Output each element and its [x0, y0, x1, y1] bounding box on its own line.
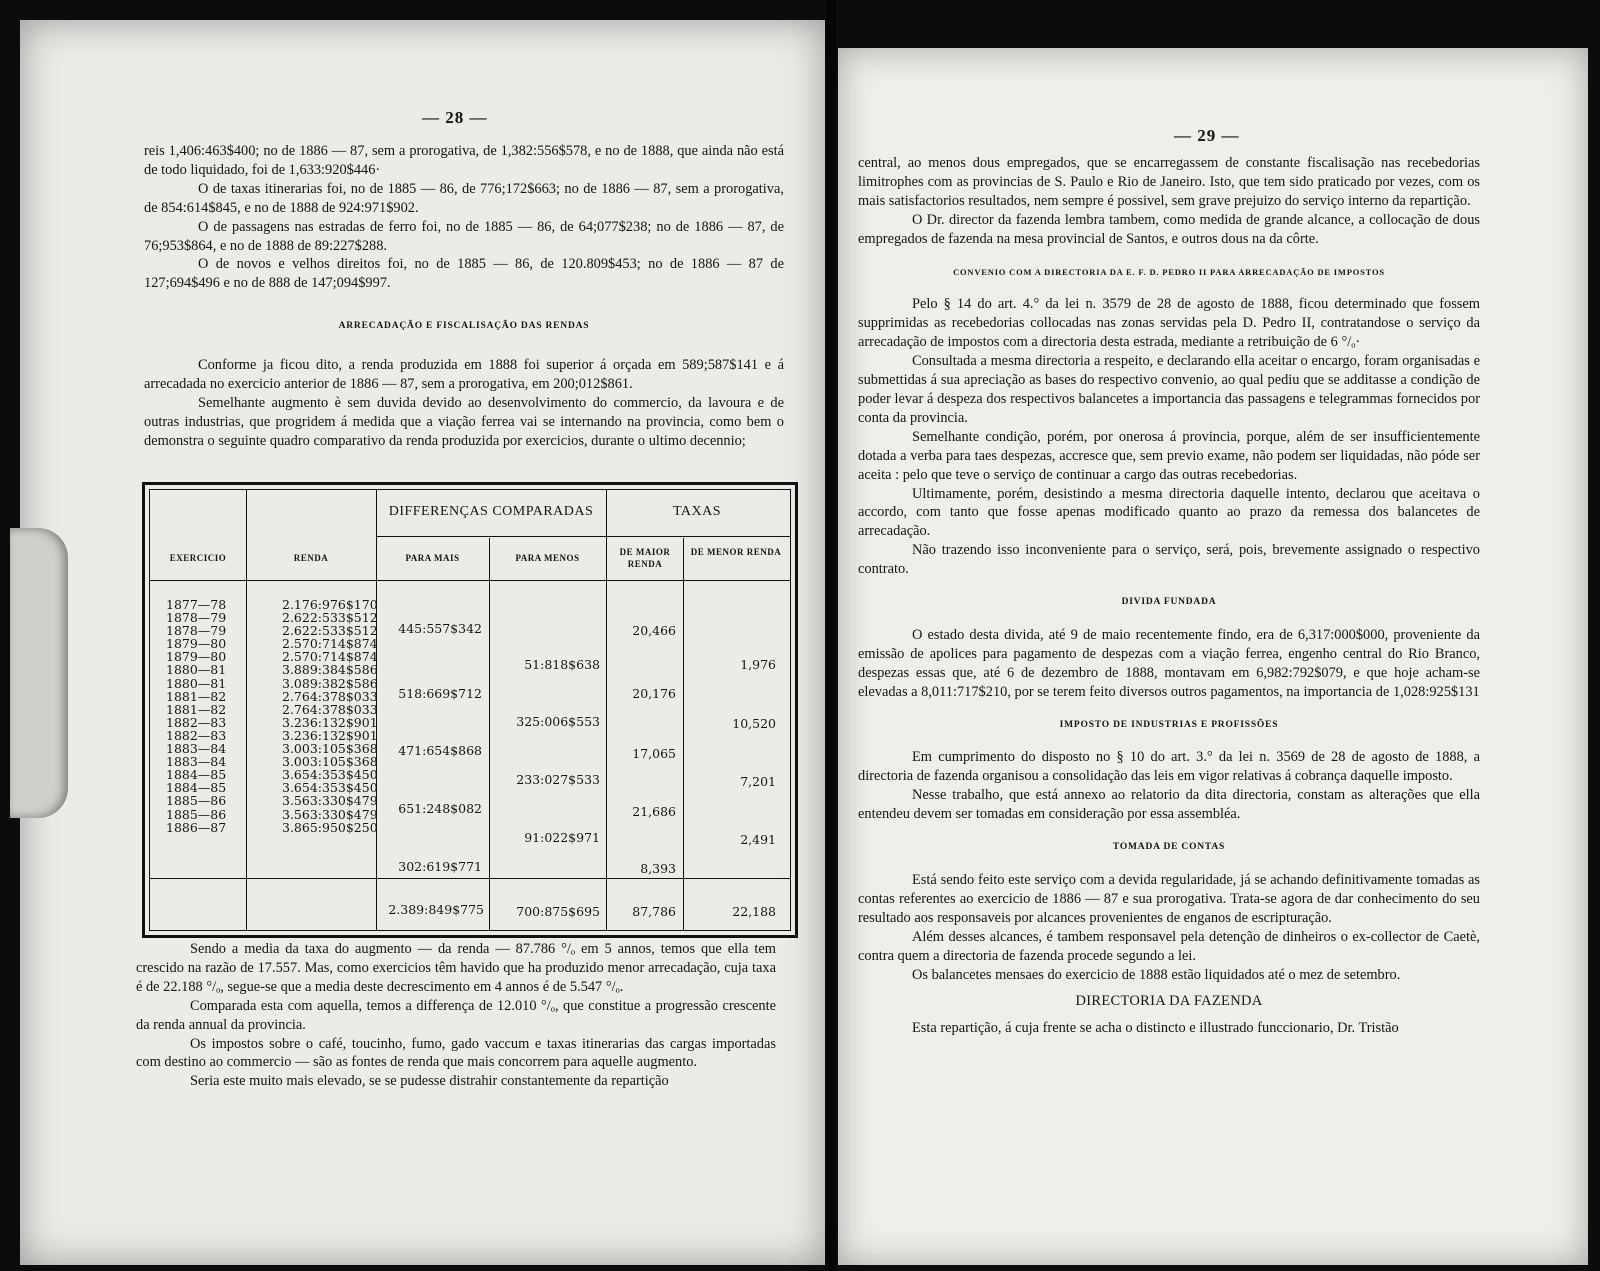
section-heading: DIVIDA FUNDADA [1121, 597, 1217, 608]
para-mais-cell: 471:654$868 [398, 743, 482, 758]
table-divider [376, 536, 790, 537]
exercicio-cell: 1880—81 [166, 662, 227, 678]
section-heading: ARRECADAÇÃO E FISCALISAÇÃO DAS RENDAS [338, 321, 590, 332]
renda-cell: 2.622:533$512 [282, 623, 378, 639]
renda-cell: 2.764:378$033 [282, 701, 378, 717]
paragraph: O de taxas itinerarias foi, no de 1885 — 86, de 776;172$663; no de 1886 — 87, sem a prorogativa, de 854:614$845, e no de 1888 de 924:971$902. [144, 180, 784, 216]
section-heading: DIRECTORIA DA FAZENDA [1075, 993, 1263, 1010]
para-mais-cell: 518:669$712 [398, 686, 482, 701]
renda-cell: 3.003:105$368 [282, 754, 378, 770]
renda-cell: 3.865:950$250 [282, 819, 378, 835]
renda-cell: 3.563:330$479 [282, 793, 378, 809]
paragraph: Consultada a mesma directoria a respeito, e declarando ella aceitar o encargo, foram organisadas e submettidas á sua apreciação as bases do respectivo convenio, ao qual pediu que se additasse a condição de poder levar á despeza dos respectivos balancetes a importancia das passagens e telegrammas fornecidos por conta da provincia. [858, 353, 1480, 426]
table-divider [683, 538, 684, 930]
header-exercicio: EXERCICIO [169, 553, 227, 563]
right-page [838, 48, 1588, 1265]
page-number: — 29 — [1174, 126, 1240, 145]
table-divider [150, 580, 790, 581]
exercicio-cell: 1883—84 [166, 741, 227, 757]
exercicio-cell: 1882—83 [166, 714, 227, 730]
exercicio-cell: 1885—86 [166, 793, 227, 809]
exercicio-cell: 1880—81 [166, 675, 227, 691]
text-block-bottom [136, 940, 776, 1091]
renda-cell: 3.003:105$368 [282, 741, 378, 757]
table-divider [489, 538, 490, 930]
total-para-menos: 700:875$695 [516, 904, 600, 919]
paragraph: Ultimamente, porém, desistindo a mesma directoria daquelle intento, declarou que aceitava o accordo, com tanto que fosse apenas modificado quanto ao prazo da remessa dos balancetes de arrecadação. [858, 485, 1480, 540]
paragraph: Comparada esta com aquella, temos a differença de 12.010 °/ₒ, que constitue a progressão crescente da renda annual da provincia. [136, 997, 776, 1033]
header-para-menos: PARA MENOS [515, 553, 580, 563]
table-divider [606, 490, 607, 930]
header-diferencas: DIFFERENÇAS COMPARADAS [388, 504, 594, 519]
para-menos-cell: 325:006$553 [516, 714, 600, 729]
section-heading: CONVENIO COM A DIRECTORIA DA E. F. D. PEDRO II PARA ARRECADAÇÃO DE IMPOSTOS [953, 266, 1385, 277]
paragraph: Conforme ja ficou dito, a renda produzida em 1888 foi superior á orçada em 589;587$141 e á arrecadada no exercicio anterior de 1886 — 87, sem a prorogativa, em 200;012$861. [144, 357, 784, 393]
paragraph: Está sendo feito este serviço com a devida regularidade, já se achando definitivamente tomadas as contas referentes ao exercicio de 1886 — 87 e sua prorogativa. Trata-se agora de dar conhecimento do seu resultado aos responsaveis por alcances provenientes de enganos de escripturação. [858, 872, 1480, 926]
renda-cell: 2.176:976$170 [282, 597, 378, 612]
paragraph: Os impostos sobre o café, toucinho, fumo, gado vaccum e taxas itinerarias das cargas importadas com destino ao commercio — são as fontes de renda que mais concorrem para aquelle augmento. [136, 1035, 776, 1071]
renda-cell: 2.622:533$512 [282, 610, 378, 626]
de-menor-renda-cell: 10,520 [732, 716, 776, 731]
header-de-menor-renda: DE MENOR RENDA [690, 547, 782, 557]
de-menor-renda-cell: 7,201 [740, 774, 776, 789]
renda-column [282, 597, 378, 835]
exercicio-cell: 1884—85 [166, 780, 227, 796]
paragraph: Os balancetes mensaes do exercicio de 1888 estão liquidados até o mez de setembro. [912, 966, 1401, 983]
book-spine [826, 0, 836, 1271]
exercicio-column [166, 598, 242, 834]
paragraph: Esta repartição, á cuja frente se acha o distincto e illustrado funccionario, Dr. Tristão [912, 1020, 1399, 1037]
renda-cell: 3.236:132$901 [282, 714, 378, 730]
exercicio-cell: 1878—79 [166, 610, 227, 626]
renda-cell: 3.563:330$479 [282, 806, 378, 822]
binder-clip [10, 528, 68, 818]
exercicio-cell: 1882—83 [166, 727, 227, 743]
para-mais-cell: 651:248$082 [398, 801, 482, 816]
paragraph: Semelhante augmento è sem duvida devido ao desenvolvimento do commercio, da lavoura e de outras industrias, que progridem á medida que a viação ferrea vai se internando na provincia, como bem o demonstra o seguinte quadro comparativo da renda produzida por exercicios, durante o ultimo decennio; [144, 394, 784, 449]
renda-cell: 3.089:382$586 [282, 675, 378, 691]
text-block-right [858, 154, 1480, 1038]
page-number: — 28 — [422, 108, 488, 127]
total-de-maior-renda: 87,786 [632, 904, 676, 919]
total-para-mais: 2.389:849$775 [388, 902, 484, 917]
renda-cell: 3.654:353$450 [282, 767, 378, 783]
exercicio-cell: 1877—78 [166, 597, 227, 612]
paragraph: Seria este muito mais elevado, se se pudesse distrahir constantemente da repartição [190, 1073, 669, 1090]
exercicio-cell: 1879—80 [166, 636, 227, 652]
renda-cell: 3.654:353$450 [282, 780, 378, 796]
paragraph: reis 1,406:463$400; no de 1886 — 87, sem a prorogativa, de 1,382:556$578, e no de 1888, que ainda não está de todo liquidado, foi de 1,633:920$446· [144, 143, 784, 178]
paragraph: Pelo § 14 do art. 4.° da lei n. 3579 de 28 de agosto de 1888, ficou determinado que fossem supprimidas as recebedorias collocadas nas zonas servidas pela D. Pedro II, contratandose o serviço da arrecadação de impostos com a directoria desta estrada, mediante a retribuição de 6 °/ₒ· [858, 296, 1480, 351]
header-renda: RENDA [293, 553, 329, 563]
de-maior-renda-cell: 8,393 [640, 861, 676, 876]
comparative-revenue-table [142, 482, 798, 938]
exercicio-cell: 1878—79 [166, 623, 227, 639]
header-para-mais: PARA MAIS [405, 553, 460, 563]
renda-cell: 3.889:384$586 [282, 662, 378, 678]
text-block-top [144, 142, 784, 451]
exercicio-cell: 1881—82 [166, 701, 227, 717]
paragraph: O de passagens nas estradas de ferro foi, no de 1885 — 86, de 64;077$238; no de 1886 — 87, de 76;953$864, e no de 1888 de 89:227$288. [144, 218, 784, 254]
paragraph: Sendo a media da taxa do augmento — da renda — 87.786 °/ₒ em 5 annos, temos que ella tem crescido na razão de 17.557. Mas, como exercicios têm havido que ha produzido menor arrecadação, cuja taxa é de 22.188 °/ₒ, segue-se que a media deste decrescimento em 4 annos é de 5.547 °/ₒ. [136, 941, 776, 995]
section-heading: IMPOSTO DE INDUSTRIAS E PROFISSÕES [1059, 719, 1279, 730]
paragraph: O estado desta divida, até 9 de maio recentemente findo, era de 6,317:000$000, proveniente da emissão de apolices para pagamento de despezas com a viação ferrea, engenho central do Rio Branco, despezas essas que, até 6 de dezembro de 1888, montavam em 6,982:792$079, e que hoje acham-se elevadas a 8,011:717$210, por se terem feito diversos outros pagamentos, na importancia de 1,028:925$131 [858, 626, 1480, 700]
de-maior-renda-cell: 20,466 [632, 623, 676, 638]
exercicio-cell: 1881—82 [166, 688, 227, 704]
exercicio-cell: 1884—85 [166, 767, 227, 783]
de-menor-renda-cell: 1,976 [740, 657, 776, 672]
exercicio-cell: 1885—86 [166, 806, 227, 822]
paragraph: Semelhante condição, porém, por onerosa á provincia, porque, além de ser insufficientemente dotada a verba para taes despezas, accresce que, sem previo exame, não podem ser liquidadas, não póde ser aceita : pelo que teve o serviço de continuar a cargo das outras recebedorias. [858, 428, 1480, 483]
para-menos-cell: 91:022$971 [524, 830, 600, 845]
para-menos-cell: 51:818$638 [524, 657, 600, 672]
section-heading: TOMADA DE CONTAS [1112, 842, 1226, 853]
paragraph: Em cumprimento do disposto no § 10 do art. 3.° da lei n. 3569 de 28 de agosto de 1888, a directoria de fazenda organisou a consolidação das leis em vigor relativas á cobrança daquelle imposto. [858, 749, 1480, 785]
de-maior-renda-cell: 20,176 [632, 686, 676, 701]
paragraph: O de novos e velhos direitos foi, no de 1885 — 86, de 120.809$453; no de 1886 — 87 de 127;694$496 e no de 888 de 147;094$997. [144, 256, 784, 292]
renda-cell: 2.764:378$033 [282, 688, 378, 704]
renda-cell: 3.236:132$901 [282, 727, 378, 743]
paragraph: Não trazendo isso inconveniente para o serviço, será, pois, brevemente assignado o respectivo contrato. [858, 542, 1480, 578]
para-mais-cell: 302:619$771 [398, 859, 482, 874]
renda-cell: 2.570:714$874 [282, 636, 378, 652]
table-divider [150, 878, 790, 879]
header-taxas: TAXAS [672, 504, 722, 519]
exercicio-cell: 1879—80 [166, 649, 227, 665]
exercicio-cell: 1886—87 [166, 819, 227, 835]
paragraph: central, ao menos dous empregados, que se encarregassem de constante fiscalisação nas recebedorias limitrophes com as provincias de S. Paulo e Rio de Janeiro. Isto, que tem sido praticado por vezes, com os mais satisfactorios resultados, nem sempre é possivel, sem grave prejuizo do serviço interno da repartição. [858, 155, 1480, 209]
para-menos-cell: 233:027$533 [516, 772, 600, 787]
renda-cell: 2.570:714$874 [282, 649, 378, 665]
de-menor-renda-cell: 2,491 [740, 832, 776, 847]
header-de-maior-renda: DE MAIOR RENDA [619, 547, 671, 569]
exercicio-cell: 1883—84 [166, 754, 227, 770]
total-de-menor-renda: 22,188 [732, 904, 776, 919]
de-maior-renda-cell: 17,065 [632, 746, 676, 761]
paragraph: Nesse trabalho, que está annexo ao relatorio da dita directoria, constam as alterações que ella entendeu devem ser tomadas em consideração por essa assembléa. [858, 787, 1480, 823]
para-mais-cell: 445:557$342 [398, 621, 482, 636]
de-maior-renda-cell: 21,686 [632, 804, 676, 819]
paragraph: O Dr. director da fazenda lembra tambem, como medida de grande alcance, a collocação de dous empregados de fazenda na mesa provincial de Santos, e outros dous na da côrte. [858, 211, 1480, 247]
paragraph: Além desses alcances, é tambem responsavel pela detenção de dinheiros o ex-collector de Caetè, contra quem a directoria de fazenda procede segundo a lei. [858, 928, 1480, 964]
left-page [20, 20, 825, 1265]
